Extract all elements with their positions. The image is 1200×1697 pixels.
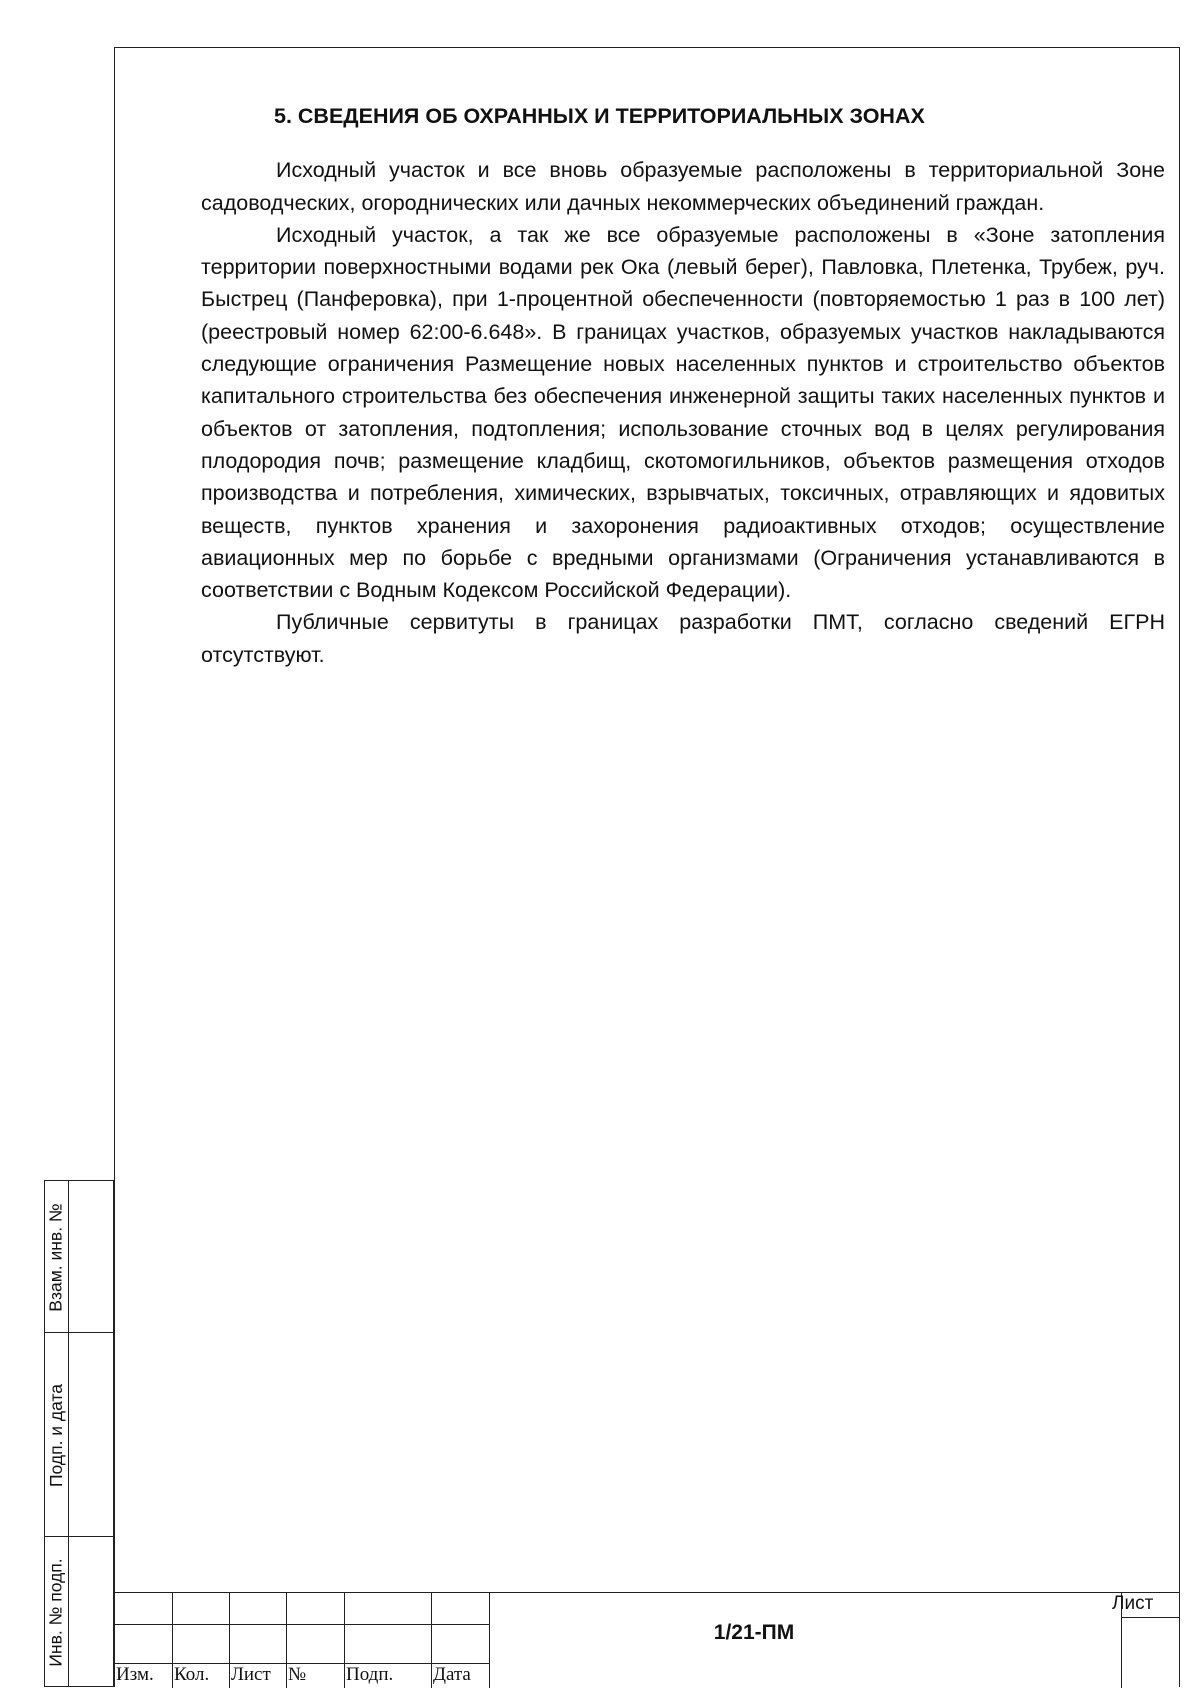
column-header-sheet: Лист [231,1664,271,1685]
document-code: 1/21-ПМ [713,1621,795,1644]
side-label-signature-date: Подп. и дата [46,1383,66,1487]
side-label-original-inventory: Инв. № подп. [46,1557,66,1667]
column-header-date: Дата [433,1664,471,1685]
column-header-count: Кол. [174,1664,210,1685]
sheet-label: Лист [1112,1593,1154,1614]
title-block [114,1592,1180,1687]
section-title: 5. СВЕДЕНИЯ ОБ ОХРАННЫХ И ТЕРРИТОРИАЛЬНЫХ ЗОНАХ [274,104,925,128]
paragraph-2: Исходный участок, а так же все образуемые расположены в «Зоне затопления территории поверхностными водами рек Ока (левый берег), Павловка, Плетенка, Трубеж, руч. Быстрец (Панферовка), при 1-процентной обеспеченности (повторяемостью 1 раз в 100 лет) (реестровый номер 62:00-6.648». В границах участков, образуемых участков накладываются следующие ограничения Размещение новых населенных пунктов и строительство объектов капитального строительства без обеспечения инженерной защиты таких населенных пунктов и объектов от затопления, подтопления; использование сточных вод в целях регулирования плодородия почв; размещение кладбищ, скотомогильников, объектов размещения отходов производства и потребления, химических, взрывчатых, токсичных, отравляющих и ядовитых веществ, пунктов хранения и захоронения радиоактивных отходов; осуществление авиационных мер по борьбе с вредными организмами (Ограничения устанавливаются в соответствии с Водным Кодексом Российской Федерации). [201,222,1165,603]
column-header-change: Изм. [116,1664,154,1685]
side-stamp [44,1180,114,1687]
paragraph-1: Исходный участок и все вновь образуемые расположены в территориальной Зоне садоводческих, огороднических или дачных некоммерческих объединений граждан. [201,158,1165,215]
column-header-doc-number: № [288,1664,307,1685]
paragraph-3: Публичные сервитуты в границах разработки ПМТ, согласно сведений ЕГРН отсутствуют. [201,610,1165,667]
side-label-replacement: Взам. инв. № [46,1202,67,1312]
side-stamp-divider [68,1181,69,1686]
document-body [201,100,1165,671]
column-header-signature: Подп. [346,1664,394,1685]
